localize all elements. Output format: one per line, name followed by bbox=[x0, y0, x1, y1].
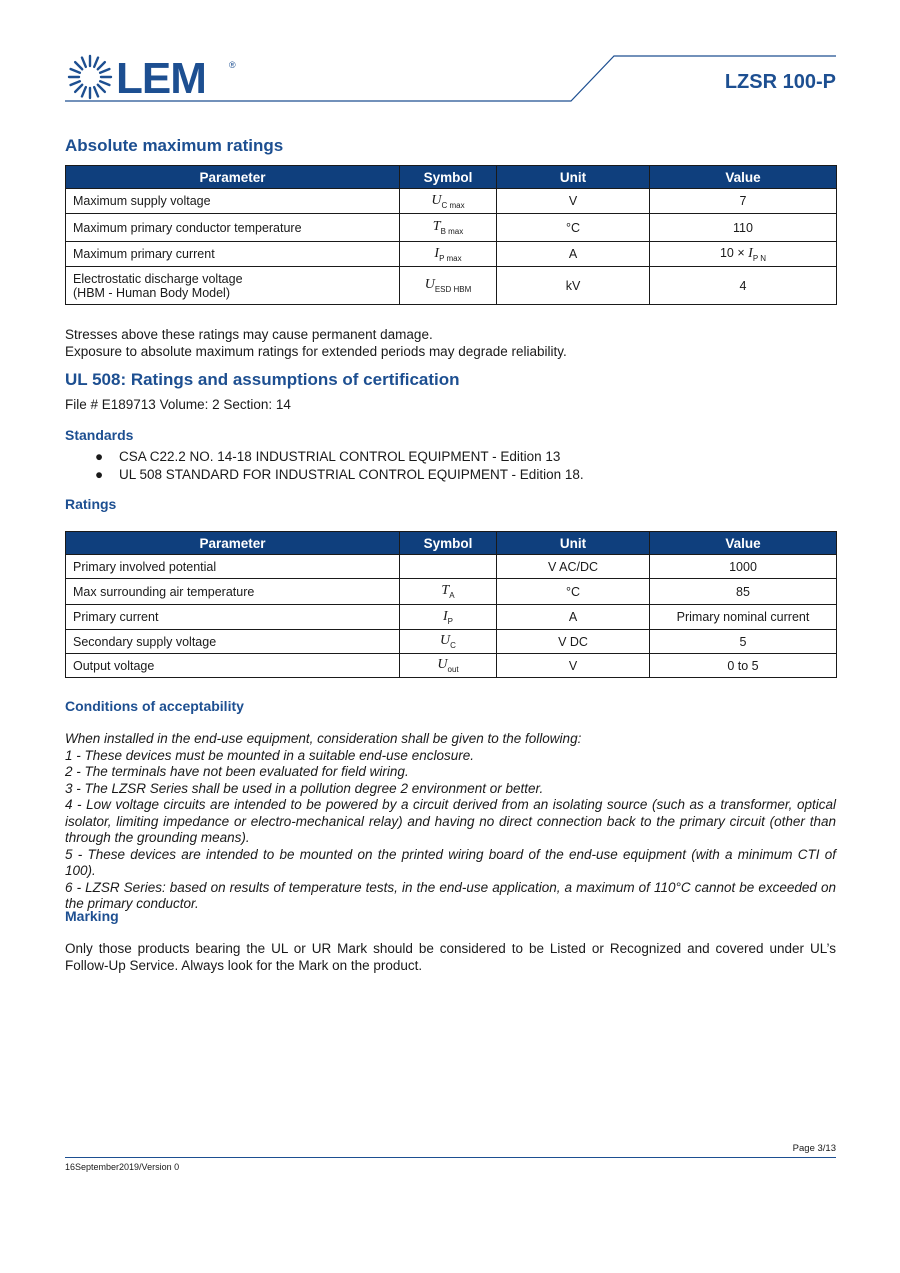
symbol-cell: $U_C$ bbox=[400, 630, 497, 654]
conditions-title: Conditions of acceptability bbox=[65, 698, 244, 714]
col-header-unit: Unit bbox=[497, 532, 650, 555]
value-cell: 110 bbox=[650, 214, 837, 242]
condition-line: When installed in the end-use equipment, consideration shall be given to the following: bbox=[65, 731, 582, 746]
table-row bbox=[66, 555, 837, 579]
ul-file-reference: File # E189713 Volume: 2 Section: 14 bbox=[65, 397, 291, 412]
param-cell: Output voltage bbox=[66, 654, 400, 678]
abs-max-table bbox=[65, 165, 837, 305]
symbol-cell bbox=[400, 555, 497, 579]
abs-max-note: Stresses above these ratings may cause permanent damage. Exposure to absolute maximum ratings for extended periods may degrade reliability. bbox=[65, 327, 567, 359]
section-title-abs-max: Absolute maximum ratings bbox=[65, 136, 284, 155]
col-header-value: Value bbox=[650, 532, 837, 555]
unit-cell: kV bbox=[497, 267, 650, 305]
unit-cell: °C bbox=[497, 579, 650, 605]
document-version: 16September2019/Version 0 bbox=[65, 1162, 180, 1172]
footer-rule bbox=[65, 1157, 836, 1158]
standards-list bbox=[95, 448, 584, 484]
col-header-symbol: Symbol bbox=[400, 166, 497, 189]
param-cell: Max surrounding air temperature bbox=[66, 579, 400, 605]
value-cell: 7 bbox=[650, 189, 837, 214]
logo-wordmark: LEM bbox=[116, 54, 206, 103]
table-row bbox=[66, 630, 837, 654]
condition-line: 1 - These devices must be mounted in a suitable end-use enclosure. bbox=[65, 747, 474, 763]
param-cell: Maximum supply voltage bbox=[66, 189, 400, 214]
symbol-cell: $T_A$ bbox=[400, 579, 497, 605]
list-item: ● UL 508 STANDARD FOR INDUSTRIAL CONTROL EQUIPMENT - Edition 18. bbox=[95, 467, 584, 482]
condition-line: 4 - Low voltage circuits are intended to be powered by a circuit derived from an isolating source (such as a transformer, optical isolator, limiting impedance or electro-mechanical relay) and having no direct connection back to the primary circuit (other than through the grounding means). bbox=[65, 797, 836, 845]
unit-cell: A bbox=[497, 242, 650, 267]
value-cell: 85 bbox=[650, 579, 837, 605]
param-cell: Maximum primary current bbox=[66, 242, 400, 267]
col-header-parameter: Parameter bbox=[66, 166, 400, 189]
lem-logo bbox=[66, 52, 241, 102]
table-row bbox=[66, 189, 837, 214]
marking-title: Marking bbox=[65, 908, 119, 924]
condition-line: 6 - LZSR Series: based on results of temperature tests, in the end-use application, a maximum of 110°C cannot be exceeded on the primary conductor. bbox=[65, 879, 836, 911]
param-cell: Primary involved potential bbox=[66, 555, 400, 579]
condition-line: 5 - These devices are intended to be mounted on the printed wiring board of the end-use equipment (with a minimum CTI of 100). bbox=[65, 846, 836, 878]
value-cell: 0 to 5 bbox=[650, 654, 837, 678]
symbol-cell: $I_{P max}$ bbox=[400, 242, 497, 267]
unit-cell: °C bbox=[497, 214, 650, 242]
unit-cell: V DC bbox=[497, 630, 650, 654]
param-cell: Maximum primary conductor temperature bbox=[66, 214, 400, 242]
unit-cell: V AC/DC bbox=[497, 555, 650, 579]
registered-mark: ® bbox=[229, 60, 236, 70]
conditions-text bbox=[65, 731, 836, 913]
table-row bbox=[66, 654, 837, 678]
condition-line: 3 - The LZSR Series shall be used in a pollution degree 2 environment or better. bbox=[65, 780, 544, 796]
section-title-ul508: UL 508: Ratings and assumptions of certification bbox=[65, 370, 460, 389]
sunburst-icon bbox=[66, 52, 114, 102]
col-header-value: Value bbox=[650, 166, 837, 189]
symbol-cell: $U_{C max}$ bbox=[400, 189, 497, 214]
value-cell: 1000 bbox=[650, 555, 837, 579]
page-number: Page 3/13 bbox=[792, 1143, 836, 1154]
list-item: ● CSA C22.2 NO. 14-18 INDUSTRIAL CONTROL EQUIPMENT - Edition 13 bbox=[95, 449, 561, 464]
param-cell: Electrostatic discharge voltage (HBM - Human Body Model) bbox=[66, 267, 400, 305]
symbol-cell: $U_{ESD HBM}$ bbox=[400, 267, 497, 305]
table-row bbox=[66, 267, 837, 305]
ratings-table bbox=[65, 531, 837, 678]
condition-line: 2 - The terminals have not been evaluated for field wiring. bbox=[65, 764, 409, 779]
value-cell: 4 bbox=[650, 267, 837, 305]
param-cell: Primary current bbox=[66, 605, 400, 630]
standards-title: Standards bbox=[65, 427, 134, 443]
marking-text: Only those products bearing the UL or UR Mark should be considered to be Listed or Recognized and covered under UL’s Follow-Up Service. Always look for the Mark on the product. bbox=[65, 941, 836, 973]
product-name: LZSR 100-P bbox=[724, 71, 836, 93]
table-row bbox=[66, 214, 837, 242]
table-row bbox=[66, 605, 837, 630]
table-row bbox=[66, 579, 837, 605]
unit-cell: A bbox=[497, 605, 650, 630]
table-header-row bbox=[66, 532, 837, 555]
symbol-cell: $U_{out}$ bbox=[400, 654, 497, 678]
page-header bbox=[0, 0, 900, 110]
value-cell: $10 \times I_{P N}$ bbox=[650, 242, 837, 267]
table-header-row bbox=[66, 166, 837, 189]
unit-cell: V bbox=[497, 654, 650, 678]
param-cell: Secondary supply voltage bbox=[66, 630, 400, 654]
value-cell: Primary nominal current bbox=[650, 605, 837, 630]
table-row bbox=[66, 242, 837, 267]
ratings-title: Ratings bbox=[65, 496, 117, 512]
col-header-symbol: Symbol bbox=[400, 532, 497, 555]
value-cell: 5 bbox=[650, 630, 837, 654]
symbol-cell: $T_{B max}$ bbox=[400, 214, 497, 242]
unit-cell: V bbox=[497, 189, 650, 214]
col-header-parameter: Parameter bbox=[66, 532, 400, 555]
col-header-unit: Unit bbox=[497, 166, 650, 189]
symbol-cell: $I_P$ bbox=[400, 605, 497, 630]
